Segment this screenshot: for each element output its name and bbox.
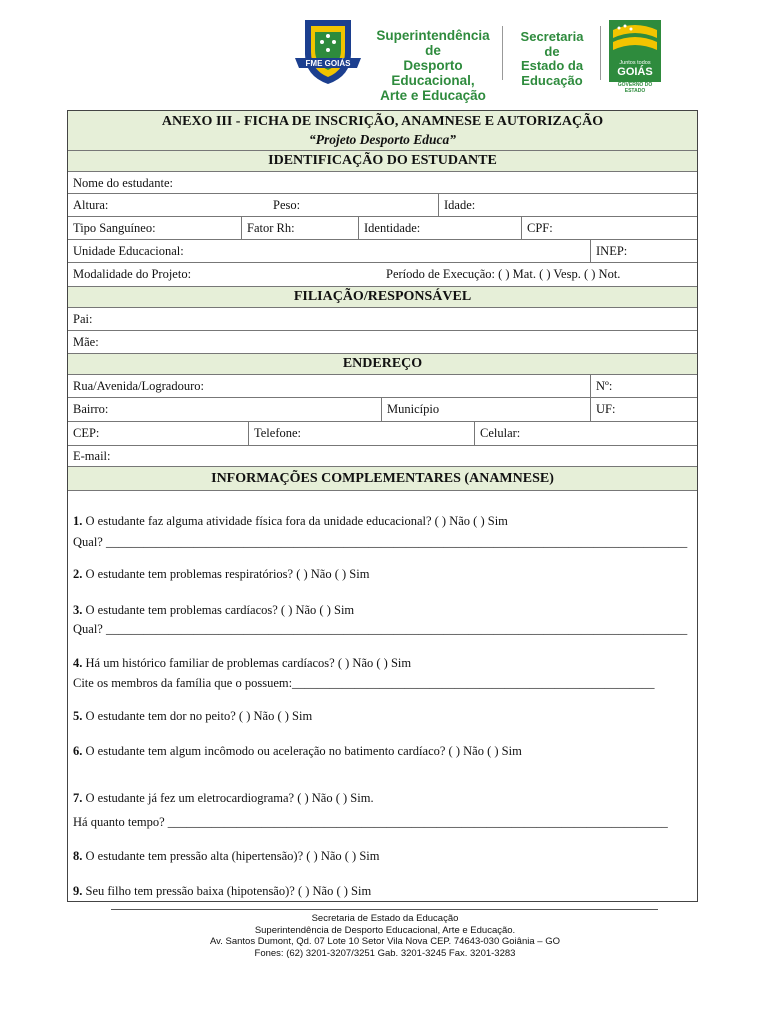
field-peso[interactable]: Peso: xyxy=(273,198,301,212)
field-municipio[interactable]: Município xyxy=(381,398,590,421)
question-7-text: O estudante já fez um eletrocardiograma? ( ) Não ( ) Sim. xyxy=(82,791,374,805)
field-telefone[interactable]: Telefone: xyxy=(248,422,474,445)
question-6-text: O estudante tem algum incômodo ou aceleração no batimento cardíaco? ( ) Não ( ) Sim xyxy=(82,744,522,758)
field-modalidade[interactable]: Modalidade do Projeto: xyxy=(73,267,192,281)
form-subtitle: “Projeto Desporto Educa” xyxy=(309,132,456,147)
question-7-followup[interactable]: Há quanto tempo? ________________________________________________________________________________ xyxy=(73,815,668,829)
question-4[interactable] xyxy=(73,656,411,671)
section-student-title: IDENTIFICAÇÃO DO ESTUDANTE xyxy=(268,153,497,168)
registration-form xyxy=(67,110,698,902)
field-nome[interactable]: Nome do estudante: xyxy=(73,176,173,190)
question-5-text: O estudante tem dor no peito? ( ) Não ( ) Sim xyxy=(82,709,313,723)
section-endereco xyxy=(68,354,697,375)
row-cep xyxy=(68,422,697,446)
question-2[interactable] xyxy=(73,567,369,582)
field-email[interactable]: E-mail: xyxy=(73,449,111,463)
question-1[interactable] xyxy=(73,514,508,529)
question-8[interactable] xyxy=(73,849,380,864)
state-sub-text: GOVERNO DO ESTADO xyxy=(617,82,653,94)
header-divider xyxy=(502,26,503,80)
form-title: ANEXO III - FICHA DE INSCRIÇÃO, ANAMNESE E AUTORIZAÇÃO xyxy=(161,114,604,129)
question-1-followup[interactable]: Qual? _____________________________________________________________________________________________ xyxy=(73,535,688,549)
fme-goias-emblem-icon xyxy=(291,14,365,86)
footer-line-1: Secretaria de Estado da Educação xyxy=(311,913,459,924)
field-identidade[interactable]: Identidade: xyxy=(358,217,521,239)
question-5[interactable] xyxy=(73,709,312,724)
field-tipo-sanguineo[interactable]: Tipo Sanguíneo: xyxy=(73,221,156,235)
org-line-1: Superintendência de xyxy=(376,28,490,58)
footer-line-4: Fones: (62) 3201-3207/3251 Gab. 3201-3245 Fax. 3201-3283 xyxy=(254,947,516,959)
sec-line-2: Estado da xyxy=(520,58,584,73)
question-3-text: O estudante tem problemas cardíacos? ( ) Não ( ) Sim xyxy=(82,603,355,617)
state-name-text: GOIÁS xyxy=(617,66,653,78)
field-bairro[interactable]: Bairro: xyxy=(73,402,109,416)
org-line-2: Desporto Educacional, xyxy=(391,58,475,88)
question-4-followup[interactable]: Cite os membros da família que o possuem:__________________________________________________________ xyxy=(73,676,655,690)
question-3[interactable] xyxy=(73,603,354,618)
sec-line-1: Secretaria de xyxy=(520,29,584,59)
section-anamnese-title: INFORMAÇÕES COMPLEMENTARES (ANAMNESE) xyxy=(211,471,554,486)
sec-line-3: Educação xyxy=(521,72,583,88)
question-8-text: O estudante tem pressão alta (hipertensão)? ( ) Não ( ) Sim xyxy=(82,849,380,863)
row-altura xyxy=(68,194,697,217)
question-3-followup[interactable]: Qual? _____________________________________________________________________________________________ xyxy=(73,622,688,636)
footer-line-2: Superintendência de Desporto Educacional, Arte e Educação. xyxy=(254,924,516,936)
field-uf[interactable]: UF: xyxy=(590,398,697,421)
question-6[interactable] xyxy=(73,744,522,759)
question-4-number: 4. xyxy=(73,656,83,670)
page-header xyxy=(0,0,770,103)
section-anamnese xyxy=(68,467,697,491)
question-3-number: 3. xyxy=(73,603,83,617)
question-5-number: 5. xyxy=(73,709,83,723)
header-divider xyxy=(600,26,601,80)
field-rua[interactable]: Rua/Avenida/Logradouro: xyxy=(73,379,204,393)
secretaria-name xyxy=(512,30,592,88)
question-2-text: O estudante tem problemas respiratórios? ( ) Não ( ) Sim xyxy=(82,567,370,581)
question-9[interactable] xyxy=(73,884,371,899)
row-modalidade xyxy=(68,263,697,287)
field-cep[interactable]: CEP: xyxy=(73,426,100,440)
row-unidade xyxy=(68,240,697,263)
field-mae[interactable]: Mãe: xyxy=(73,335,99,349)
section-filiacao-title: FILIAÇÃO/RESPONSÁVEL xyxy=(293,289,472,304)
row-nome xyxy=(68,172,697,194)
field-celular[interactable]: Celular: xyxy=(474,422,697,445)
question-7[interactable] xyxy=(73,791,374,806)
row-email xyxy=(68,446,697,467)
org-line-3: Arte e Educação xyxy=(380,88,486,103)
section-student xyxy=(68,151,697,172)
question-9-number: 9. xyxy=(73,884,83,898)
row-mae xyxy=(68,331,697,354)
section-filiacao xyxy=(68,287,697,308)
question-9-text: Seu filho tem pressão baixa (hipotensão)? ( ) Não ( ) Sim xyxy=(82,884,372,898)
field-pai[interactable]: Pai: xyxy=(73,312,93,326)
field-fator-rh[interactable]: Fator Rh: xyxy=(241,217,358,239)
goias-government-logo-icon xyxy=(609,20,661,82)
page-footer xyxy=(0,913,770,959)
field-periodo[interactable]: Período de Execução: ( ) Mat. ( ) Vesp. ( ) Not. xyxy=(386,267,621,281)
footer-divider xyxy=(111,909,658,910)
row-sangue xyxy=(68,217,697,240)
emblem-text: FME GOIÁS xyxy=(305,59,351,68)
question-1-text: O estudante faz alguma atividade física fora da unidade educacional? ( ) Não ( ) Sim xyxy=(82,514,508,528)
question-4-text: Há um histórico familiar de problemas cardíacos? ( ) Não ( ) Sim xyxy=(82,656,412,670)
field-unidade[interactable]: Unidade Educacional: xyxy=(73,244,184,258)
field-altura[interactable]: Altura: xyxy=(73,198,109,212)
question-8-number: 8. xyxy=(73,849,83,863)
field-cpf[interactable]: CPF: xyxy=(521,217,697,239)
field-idade[interactable]: Idade: xyxy=(438,194,697,216)
question-7-number: 7. xyxy=(73,791,83,805)
org-name xyxy=(367,28,499,103)
question-6-number: 6. xyxy=(73,744,83,758)
row-pai xyxy=(68,308,697,331)
state-small-text: Juntos todos xyxy=(619,60,651,66)
field-inep[interactable]: INEP: xyxy=(590,240,697,262)
footer-line-3: Av. Santos Dumont, Qd. 07 Lote 10 Setor Vila Nova CEP. 74643-030 Goiânia – GO xyxy=(210,936,560,947)
question-1-number: 1. xyxy=(73,514,83,528)
field-numero[interactable]: Nº: xyxy=(590,375,697,397)
question-2-number: 2. xyxy=(73,567,83,581)
row-bairro xyxy=(68,398,697,422)
form-title-block xyxy=(68,111,697,151)
section-endereco-title: ENDEREÇO xyxy=(342,356,423,371)
row-rua xyxy=(68,375,697,398)
